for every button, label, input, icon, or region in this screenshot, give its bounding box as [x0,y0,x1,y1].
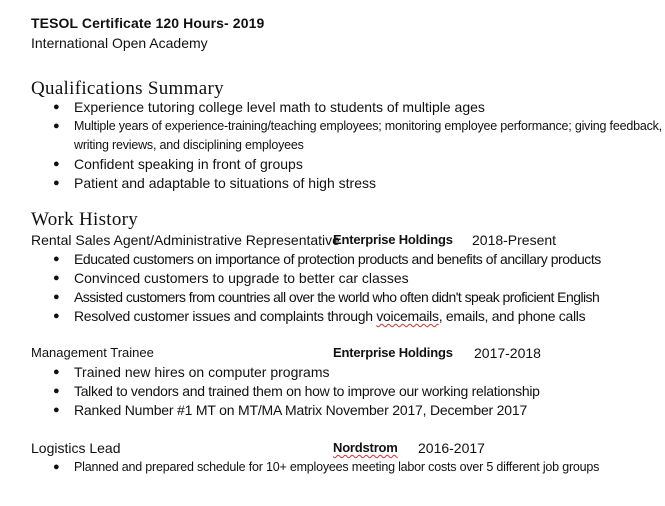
job-company: Nordstrom [333,440,398,455]
certificate-organization: International Open Academy [31,35,208,51]
job-duties-list [0,250,665,326]
job-duty-item: ● Convinced customers to upgrade to better car classes [53,270,409,286]
job-dates: 2017-2018 [474,345,541,361]
job-duties-list [0,363,665,420]
work-history-heading: Work History [31,209,139,230]
bullet-icon: ● [53,272,60,284]
qualifications-heading: Qualifications Summary [31,78,224,99]
bullet-icon: ● [53,291,60,303]
job-header [31,232,661,251]
bullet-icon: ● [53,404,60,416]
job-duty-item: ● Educated customers on importance of protection products and benefits of ancillary products [53,251,601,267]
qualification-item: ● Experience tutoring college level math to students of multiple ages [53,99,485,115]
bullet-icon: ● [53,120,60,132]
bullet-icon: ● [53,461,60,473]
job-dates: 2018-Present [472,232,557,248]
job-duty-item: ● Assisted customers from countries all over the world who often didn't speak proficient English [53,289,600,305]
job-duty-item: ● Trained new hires on computer programs [53,364,330,380]
job-duties-list [0,458,665,477]
bullet-icon: ● [53,253,60,265]
job-duty-item: ● Talked to vendors and trained them on how to improve our working relationship [53,383,540,399]
qualifications-list [0,98,665,193]
spellcheck-word: voicemails [376,308,439,324]
job-company: Enterprise Holdings [333,232,453,247]
certificate-title: TESOL Certificate 120 Hours- 2019 [31,15,265,31]
qualification-item: ● Confident speaking in front of groups [53,156,303,172]
job-duty-item: ● Ranked Number #1 MT on MT/MA Matrix November 2017, December 2017 [53,402,528,418]
bullet-icon: ● [53,101,60,113]
job-dates: 2016-2017 [418,440,485,456]
job-role: Logistics Lead [31,440,121,456]
job-header [31,345,661,364]
job-company: Enterprise Holdings [333,345,453,360]
bullet-icon: ● [53,385,60,397]
job-duty-item: ● Resolved customer issues and complaints through voicemails, emails, and phone calls [53,308,586,324]
qualification-item: ● Patient and adaptable to situations of high stress [53,175,376,191]
bullet-icon: ● [53,177,60,189]
job-duty-item: ● Planned and prepared schedule for 10+ employees meeting labor costs over 5 different job groups [0,458,665,477]
job-header [31,440,661,459]
bullet-icon: ● [53,366,60,378]
job-role: Rental Sales Agent/Administrative Representative [31,232,340,248]
bullet-icon: ● [53,158,60,170]
qualification-item: ● Multiple years of experience-training/teaching employees; monitoring employee performance; giving feedback, writing reviews, and disciplining employees [53,119,662,152]
bullet-icon: ● [53,310,60,322]
job-role: Management Trainee [31,345,154,360]
